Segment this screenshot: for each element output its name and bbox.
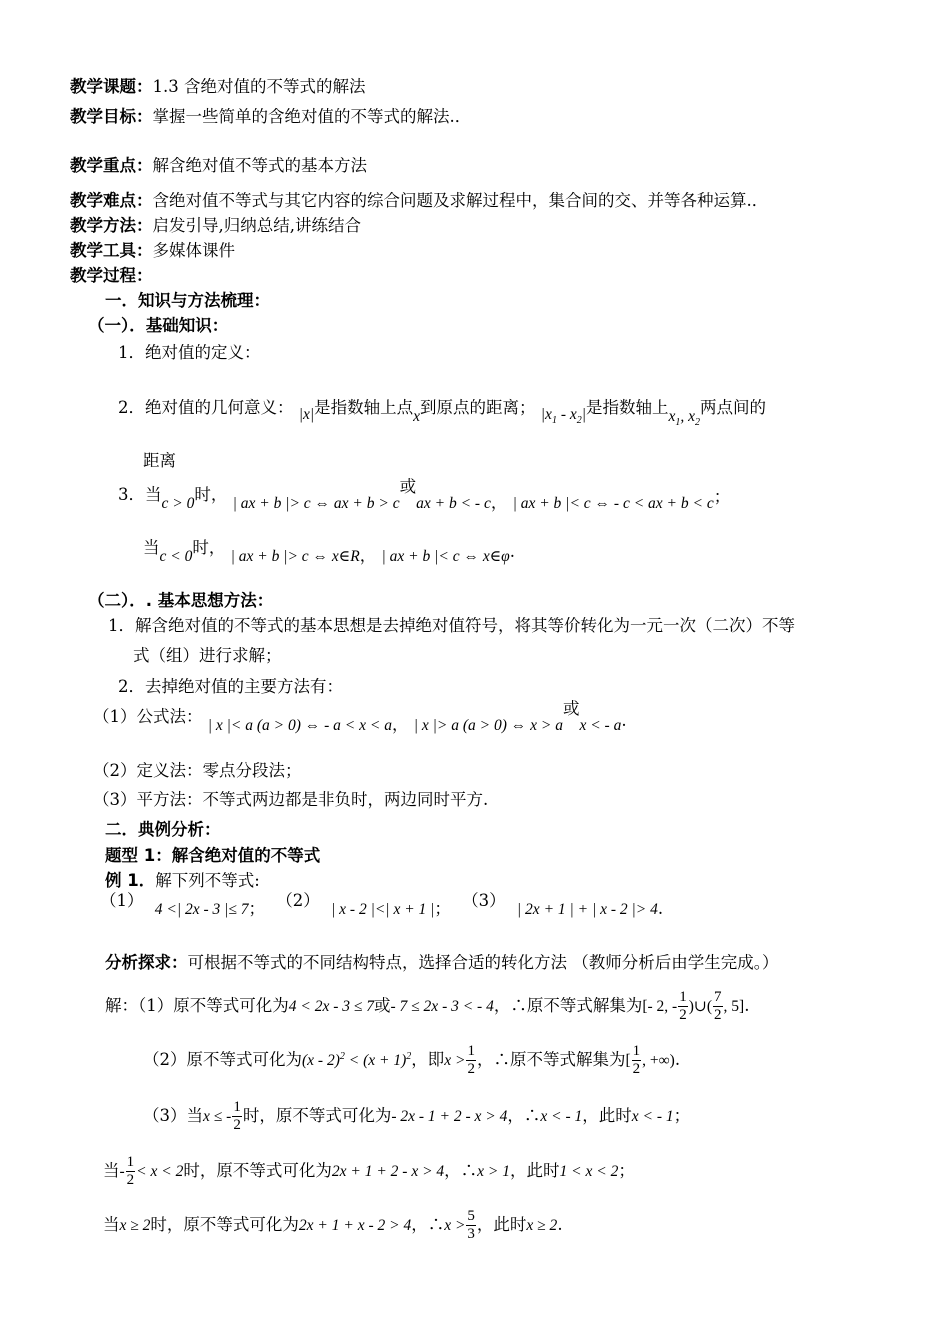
- idea1-line1: 1．解含绝对值的不等式的基本思想是去掉绝对值符号，将其等价转化为一元一次（二次）不等: [108, 616, 795, 635]
- method-square: （3）平方法：不等式两边都是非负时，两边同时平方.: [93, 790, 489, 809]
- method-value: 启发引导,归纳总结,讲练结合: [152, 216, 361, 235]
- example1: 例 1．解下列不等式:: [105, 871, 260, 890]
- tools-line: 教学工具：多媒体课件: [70, 241, 235, 260]
- method-line: 教学方法：启发引导,归纳总结,讲练结合: [70, 216, 361, 235]
- process-line: 教学过程：: [70, 266, 153, 285]
- solution-case2: 当- $\frac{1}{2}$ < x < 2时，原不等式可化为2x + 1 + 2 - x > 4，∴x > 1，此时1 < x < 2；: [103, 1154, 635, 1188]
- key-line: 教学重点：解含绝对值不等式的基本方法: [70, 156, 367, 175]
- section2-title: 二．典例分析：: [105, 820, 221, 839]
- topic-line: 教学课题：1.3 含绝对值的不等式的解法: [70, 77, 366, 96]
- item2-continuation: 距离: [143, 451, 176, 470]
- solution-case3: 当x ≥ 2时，原不等式可化为2x + 1 + x - 2 > 4，∴x > $\frac{5}{3}$ ，此时x ≥ 2.: [103, 1208, 563, 1242]
- subsection2-title: （二）．. 基本思想方法：: [88, 591, 274, 610]
- tools-value: 多媒体课件: [152, 241, 235, 260]
- solution-part3: （3）当x ≤ - $\frac{1}{2}$ 时，原不等式可化为- 2x - 1 + 2 - x > 4，∴x < - 1，此时x < - 1；: [143, 1099, 691, 1133]
- analysis-line: 分析探求：可根据不等式的不同结构特点，选择合适的转化方法 （教师分析后由学生完成。）: [105, 953, 779, 972]
- solution-part2: （2）原不等式可化为$(x - 2)^2 < (x + 1)^2$，即x > $\frac{1}{2}$ ，∴原不等式解集为[ $\frac{1}{2}$ , +∞).: [143, 1043, 681, 1077]
- item1-definition: 1．绝对值的定义：: [118, 343, 261, 362]
- key-label: 教学重点: [70, 156, 136, 175]
- section1-title: 一．知识与方法梳理：: [105, 291, 270, 310]
- method-formula: （1）公式法： | x |< a (a > 0) ⇔ - a < x < a， | x |> a (a > 0) ⇔ x > a或x < - a.: [93, 699, 627, 734]
- difficulty-value: 含绝对值不等式与其它内容的综合问题及求解过程中，集合间的交、并等各种运算.．: [152, 191, 769, 210]
- idea1-line2: 式（组）进行求解；: [133, 646, 282, 665]
- solution-part1: 解：（1）原不等式可化为4 < 2x - 3 ≤ 7或- 7 ≤ 2x - 3 < - 4，∴原不等式解集为[- 2, - $\frac{1}{2}$ )∪( $\frac{7}{2}$ , 5].: [105, 989, 750, 1023]
- topic-value: 1.3 含绝对值的不等式的解法: [152, 77, 366, 96]
- tools-label: 教学工具: [70, 241, 136, 260]
- process-label: 教学过程: [70, 266, 136, 285]
- type1-title: 题型 1：解含绝对值的不等式: [105, 846, 321, 865]
- subsection1-title: （一）．基础知识：: [88, 316, 229, 335]
- difficulty-label: 教学难点: [70, 191, 136, 210]
- goal-label: 教学目标: [70, 107, 136, 126]
- goal-value: 掌握一些简单的含绝对值的不等式的解法.．: [152, 107, 472, 126]
- difficulty-line: 教学难点：含绝对值不等式与其它内容的综合问题及求解过程中，集合间的交、并等各种运算.．: [70, 191, 769, 210]
- item3-case-positive: 3．当c > 0时， | ax + b |> c ⇔ ax + b > c或ax + b < - c， | ax + b |< c ⇔ - c < ax + b < c；: [118, 477, 731, 512]
- method-definition: （2）定义法：零点分段法；: [93, 761, 302, 780]
- item3-case-negative: 当c < 0时， | ax + b |> c ⇔ x∈R， | ax + b |< c ⇔ x∈φ.: [143, 538, 516, 565]
- idea2: 2．去掉绝对值的主要方法有：: [118, 677, 343, 696]
- item2-geometric: 2．绝对值的几何意义： |x|是指数轴上点x到原点的距离； $|x_1 - x_2|$是指数轴上$x_1$, $x_2$两点间的: [118, 398, 767, 429]
- method-label: 教学方法: [70, 216, 136, 235]
- example1-problems: （1） 4 <| 2x - 3 |≤ 7； （2） | x - 2 |<| x + 1 |； （3） | 2x + 1 | + | x - 2 |> 4.: [100, 891, 664, 918]
- key-value: 解含绝对值不等式的基本方法: [152, 156, 367, 175]
- goal-line: 教学目标：掌握一些简单的含绝对值的不等式的解法.．: [70, 107, 472, 126]
- topic-label: 教学课题: [70, 77, 136, 96]
